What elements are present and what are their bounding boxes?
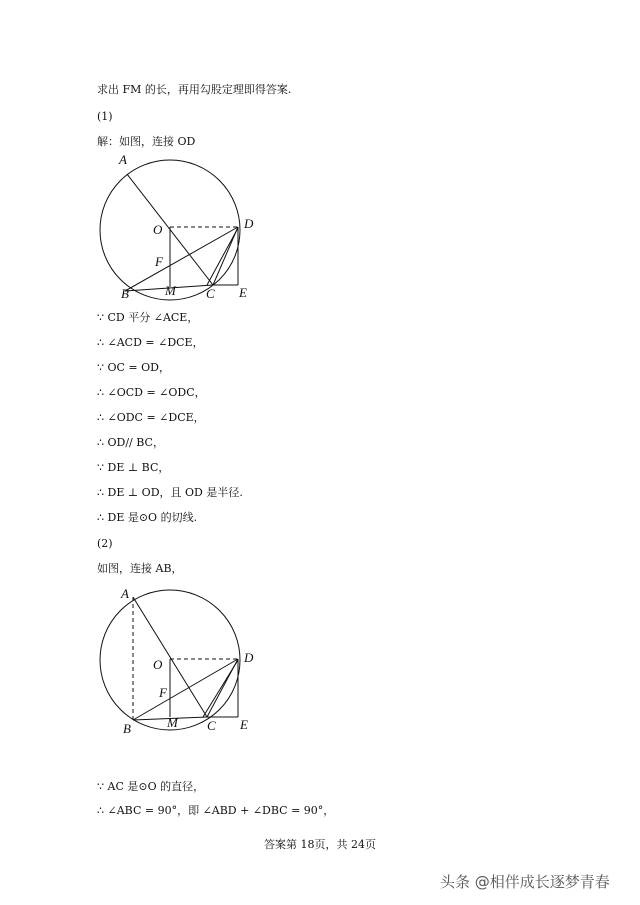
page-footer: 答案第 18页，共 24页 (264, 838, 376, 851)
label-f: F (155, 254, 163, 269)
label-e: E (239, 285, 247, 300)
text-line: (1) (97, 110, 113, 123)
text-line: ∴ DE ⊥ OD，且 OD 是半径. (97, 486, 243, 499)
text-line: ∴ ∠ODC = ∠DCE， (97, 411, 205, 424)
text-line: ∴ DE 是⊙O 的切线. (97, 511, 198, 524)
text-line: ∴ OD// BC， (97, 436, 164, 449)
label-m: M (165, 283, 176, 298)
text-line: ∵ AC 是⊙O 的直径， (97, 780, 205, 793)
text-line: 解：如图，连接 OD (97, 135, 196, 148)
text-line: (2) (97, 537, 113, 550)
text-line: ∵ CD 平分 ∠ACE， (97, 311, 199, 324)
label-a: A (121, 586, 129, 601)
label-a: A (119, 152, 127, 167)
label-o: O (153, 657, 163, 672)
geometry-figure-2 (95, 580, 265, 740)
label-b: B (121, 286, 129, 301)
label-o: O (153, 222, 163, 237)
label-f: F (159, 685, 167, 700)
text-line: ∴ ∠ACD = ∠DCE， (97, 336, 204, 349)
watermark: 头条 @相伴成长逐梦青春 (440, 873, 610, 891)
text-line: 如图，连接 AB， (97, 562, 183, 575)
label-b: B (123, 721, 131, 736)
label-d: D (244, 650, 254, 665)
text-line: ∵ OC = OD， (97, 361, 170, 374)
label-c: C (206, 286, 215, 301)
text-line: 求出 FM 的长，再用勾股定理即得答案. (97, 83, 292, 96)
text-line: ∴ ∠OCD = ∠ODC， (97, 386, 206, 399)
label-m: M (167, 715, 178, 730)
geometry-figure-1 (95, 150, 265, 305)
text-line: ∴ ∠ABC = 90°，即 ∠ABD + ∠DBC = 90°， (97, 804, 335, 817)
label-c: C (207, 718, 216, 733)
label-d: D (244, 216, 254, 231)
label-e: E (240, 717, 248, 732)
text-line: ∵ DE ⊥ BC， (97, 461, 170, 474)
